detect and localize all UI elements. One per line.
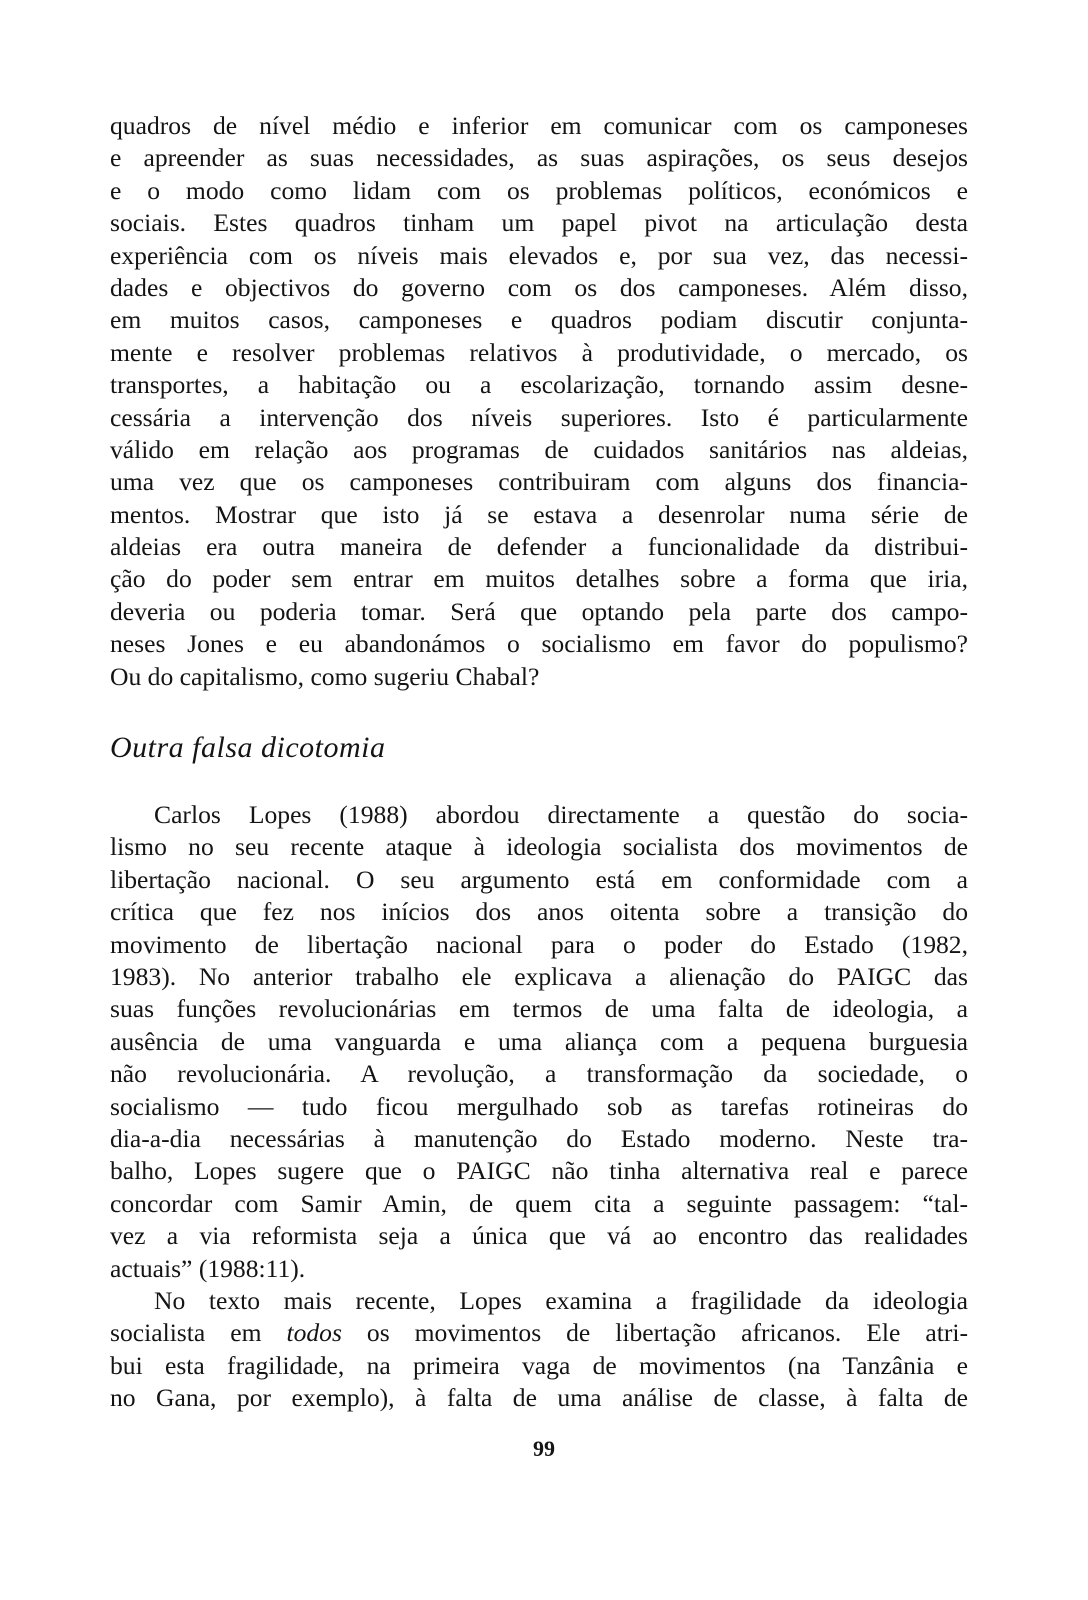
text-line: sociais. Estes quadros tinham um papel pivot na articulação desta <box>110 208 968 238</box>
text-line: válido em relação aos programas de cuidados sanitários nas aldeias, <box>110 434 968 464</box>
text-line: No texto mais recente, Lopes examina a fragilidade da ideologia <box>154 1285 968 1315</box>
text-line: Carlos Lopes (1988) abordou directamente a questão do socia- <box>154 800 968 830</box>
text-line: lismo no seu recente ataque à ideologia socialista dos movimentos de <box>110 832 968 862</box>
text-line: e apreender as suas necessidades, as suas aspirações, os seus desejos <box>110 143 968 173</box>
text-line: ção do poder sem entrar em muitos detalhes sobre a forma que iria, <box>110 564 968 594</box>
page-number: 99 <box>533 1436 555 1461</box>
text-line: bui esta fragilidade, na primeira vaga de movimentos (na Tanzânia e <box>110 1350 968 1380</box>
text-line: actuais” (1988:11). <box>110 1253 306 1283</box>
text-line: crítica que fez nos inícios dos anos oitenta sobre a transição do <box>110 897 968 927</box>
text-line: uma vez que os camponeses contribuiram com alguns dos financia- <box>110 467 968 497</box>
text-span: os movimentos de libertação africanos. Ele atri- <box>341 1318 968 1348</box>
text-line: em muitos casos, camponeses e quadros podiam discutir conjunta- <box>110 305 968 335</box>
text-line: balho, Lopes sugere que o PAIGC não tinha alternativa real e parece <box>110 1156 968 1186</box>
text-line: ausência de uma vanguarda e uma aliança com a pequena burguesia <box>110 1026 968 1056</box>
section-heading: Outra falsa dicotomia <box>110 731 386 765</box>
paragraph-recent-text <box>110 1285 968 1415</box>
text-line: suas funções revolucionárias em termos de uma falta de ideologia, a <box>110 994 968 1024</box>
text-line: 1983). No anterior trabalho ele explicava a alienação do PAIGC das <box>110 961 968 991</box>
text-line: experiência com os níveis mais elevados e, por sua vez, das necessi- <box>110 240 968 270</box>
text-line: libertação nacional. O seu argumento está em conformidade com a <box>110 864 968 894</box>
paragraph-continuation <box>110 110 968 693</box>
text-line: no Gana, por exemplo), à falta de uma análise de classe, à falta de <box>110 1383 968 1413</box>
text-line <box>110 1317 968 1349</box>
text-line: Ou do capitalismo, como sugeriu Chabal? <box>110 661 540 691</box>
text-line: neses Jones e eu abandonámos o socialismo em favor do populismo? <box>110 629 968 659</box>
text-span: socialista em <box>110 1318 287 1348</box>
text-line: mente e resolver problemas relativos à produtividade, o mercado, os <box>110 337 968 367</box>
text-line: transportes, a habitação ou a escolarização, tornando assim desne- <box>110 370 968 400</box>
text-line: cessária a intervenção dos níveis superiores. Isto é particularmente <box>110 402 968 432</box>
text-line: mentos. Mostrar que isto já se estava a desenrolar numa série de <box>110 499 968 529</box>
text-line: dades e objectivos do governo com os dos camponeses. Além disso, <box>110 272 968 302</box>
emphasis-text: todos <box>286 1318 342 1348</box>
text-line: e o modo como lidam com os problemas políticos, económicos e <box>110 175 968 205</box>
text-line: quadros de nível médio e inferior em comunicar com os camponeses <box>110 111 968 140</box>
text-line: não revolucionária. A revolução, a transformação da sociedade, o <box>110 1059 968 1089</box>
text-line: aldeias era outra maneira de defender a funcionalidade da distribui- <box>110 532 968 562</box>
text-line: dia-a-dia necessárias à manutenção do Estado moderno. Neste tra- <box>110 1123 968 1153</box>
text-line: vez a via reformista seja a única que vá ao encontro das realidades <box>110 1221 968 1251</box>
paragraph-lopes <box>110 799 968 1285</box>
text-line: deveria ou poderia tomar. Será que optando pela parte dos campo- <box>110 596 968 626</box>
text-line: concordar com Samir Amin, de quem cita a seguinte passagem: “tal- <box>110 1188 968 1218</box>
text-line: socialismo — tudo ficou mergulhado sob as tarefas rotineiras do <box>110 1091 968 1121</box>
text-line: movimento de libertação nacional para o poder do Estado (1982, <box>110 929 968 959</box>
book-page <box>110 110 968 1414</box>
